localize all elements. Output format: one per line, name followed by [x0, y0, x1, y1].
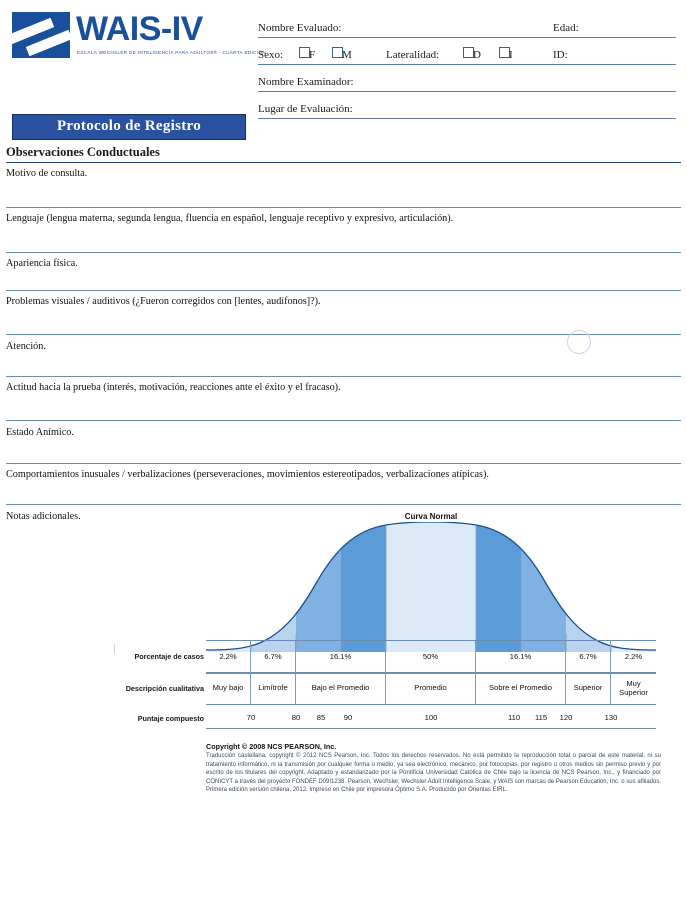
observation-item [6, 296, 681, 307]
label-nombre-evaluado: Nombre Evaluado: [258, 22, 342, 34]
tick-70: 70 [246, 713, 256, 722]
document-header [0, 6, 687, 118]
identification-form [258, 12, 676, 116]
protocol-title-banner [12, 114, 246, 140]
observation-item [6, 427, 681, 438]
logo-subtitle: ESCALA WECHSLER DE INTELIGENCIA PARA ADULTOS® - CUARTA EDICIÓN [77, 50, 267, 55]
label-lugar-evaluacion: Lugar de Evaluación: [258, 103, 353, 115]
row-label-descripcion: Descripción cualitativa [125, 684, 204, 693]
observation-prompt-6: Estado Anímico. [6, 427, 74, 438]
protocol-title-text: Protocolo de Registro [56, 118, 202, 134]
copyright-body: Traducción castellana, copyright © 2012 NCS Pearson, Inc. Todos los derechos reservados. No está permitido la reproducción total o parcial de este material, ni su tratamiento informático, ni la transmisión por cualquier forma o medio, ya sea electrónico, mecánico, por fotocopias, por registro u otros medios sin permiso previo y por escrito de los titulares del copyright. Adaptado y estandarizado por la Pontificia Universidad Católica de Chile bajo la licencia de NCS Pearson, Inc., y financiado por CONICYT a través del proyecto FONDEF D09I1238. Pearson, Wechsler, Wechsler Adult Intelligence Scale, y WAIS son marcas de Pearson Education, Inc. o sus afiliados. Primera edición versión chilena, 2012. Impreso en Chile por impresora Óptimo S.A. Producido por Orientas EIRL. [206, 753, 661, 794]
observation-item [6, 469, 681, 480]
observation-prompt-2: Apariencia física. [6, 258, 78, 269]
observation-prompt-1: Lenguaje (lengua materna, segunda lengua, fluencia en español, lenguaje receptivo y expresivo, articulación). [6, 213, 454, 224]
cell-percent-1: 6.7% [251, 641, 296, 673]
cell-qual-4: Sobre el Promedio [476, 673, 566, 704]
write-line [6, 376, 681, 377]
tick-130: 130 [604, 713, 618, 722]
label-lateralidad-d: D [473, 49, 481, 61]
label-nombre-examinador: Nombre Examinador: [258, 76, 354, 88]
tick-80: 80 [291, 713, 301, 722]
normal-curve-svg [206, 522, 656, 652]
cell-percent-4: 16.1% [476, 641, 566, 673]
copyright-title: Copyright © 2008 NCS PEARSON, Inc. [206, 742, 337, 751]
table-row-porcentaje [134, 640, 656, 674]
write-line [6, 252, 681, 253]
scan-artifact-circle [567, 330, 591, 354]
copyright-block [206, 742, 661, 795]
form-row-sexo-lateralidad [258, 39, 676, 65]
label-lateralidad-i: I [509, 49, 513, 61]
observation-prompt-7: Comportamientos inusuales / verbalizaciones (perseveraciones, movimientos estereotipados, verbalizaciones atípicas). [6, 469, 489, 480]
cell-qual-6: Muy Superior [619, 678, 648, 697]
cell-qual-2: Bajo el Promedio [296, 673, 386, 704]
observation-prompt-0: Motivo de consulta. [6, 168, 88, 179]
write-line [6, 463, 681, 464]
cell-percent-0: 2.2% [206, 641, 251, 673]
label-edad: Edad: [553, 22, 579, 34]
table-row-descripcion [125, 672, 656, 705]
label-lateralidad: Lateralidad: [386, 49, 440, 61]
label-sexo: Sexo: [258, 49, 284, 61]
wais-logo [12, 10, 267, 80]
section-heading-observaciones: Observaciones Conductuales [6, 145, 681, 163]
observation-prompt-4: Atención. [6, 341, 46, 352]
cell-percent-3: 50% [386, 641, 476, 673]
tick-85: 85 [316, 713, 326, 722]
curve-bands [206, 522, 656, 652]
pearson-wave-icon [12, 12, 70, 58]
cell-percent-2: 16.1% [296, 641, 386, 673]
cell-qual-5: Superior [566, 673, 611, 704]
observation-prompt-8: Notas adicionales. [6, 511, 81, 522]
observation-item [6, 213, 681, 224]
cell-percent-6: 2.2% [624, 651, 643, 661]
row-label-puntaje: Puntaje compuesto [137, 714, 204, 723]
chart-title: Curva Normal [404, 512, 458, 521]
observation-prompt-3: Problemas visuales / auditivos (¿Fueron corregidos con [lentes, audífonos]?). [6, 296, 321, 307]
observation-item [6, 168, 681, 179]
observation-prompt-5: Actitud hacia la prueba (interés, motivación, reacciones ante el éxito y el fracaso). [6, 382, 341, 393]
write-line [6, 504, 681, 505]
tick-110: 110 [507, 713, 521, 722]
write-line [6, 290, 681, 291]
form-row-lugar-evaluacion [258, 93, 676, 119]
label-sexo-f: F [309, 49, 316, 61]
tick-100: 100 [424, 713, 438, 722]
form-row-nombre-evaluado [258, 12, 676, 38]
cell-qual-3: Promedio [386, 673, 476, 704]
cell-percent-5: 6.7% [566, 641, 611, 673]
form-row-nombre-examinador [258, 66, 676, 92]
write-line [6, 420, 681, 421]
tick-115: 115 [534, 713, 548, 722]
table-row-puntaje-compuesto [137, 712, 656, 729]
label-id: ID: [553, 49, 568, 61]
cell-qual-1: Limítrofe [251, 673, 296, 704]
row-label-porcentaje: Porcentaje de casos [134, 652, 204, 661]
tick-90: 90 [343, 713, 353, 722]
observation-item [6, 258, 681, 269]
cell-qual-0: Muy bajo [206, 673, 251, 704]
tick-120: 120 [559, 713, 573, 722]
logo-title: WAIS-IV [76, 10, 203, 48]
label-sexo-m: M [342, 49, 352, 61]
write-line [6, 207, 681, 208]
observation-item [6, 382, 681, 393]
